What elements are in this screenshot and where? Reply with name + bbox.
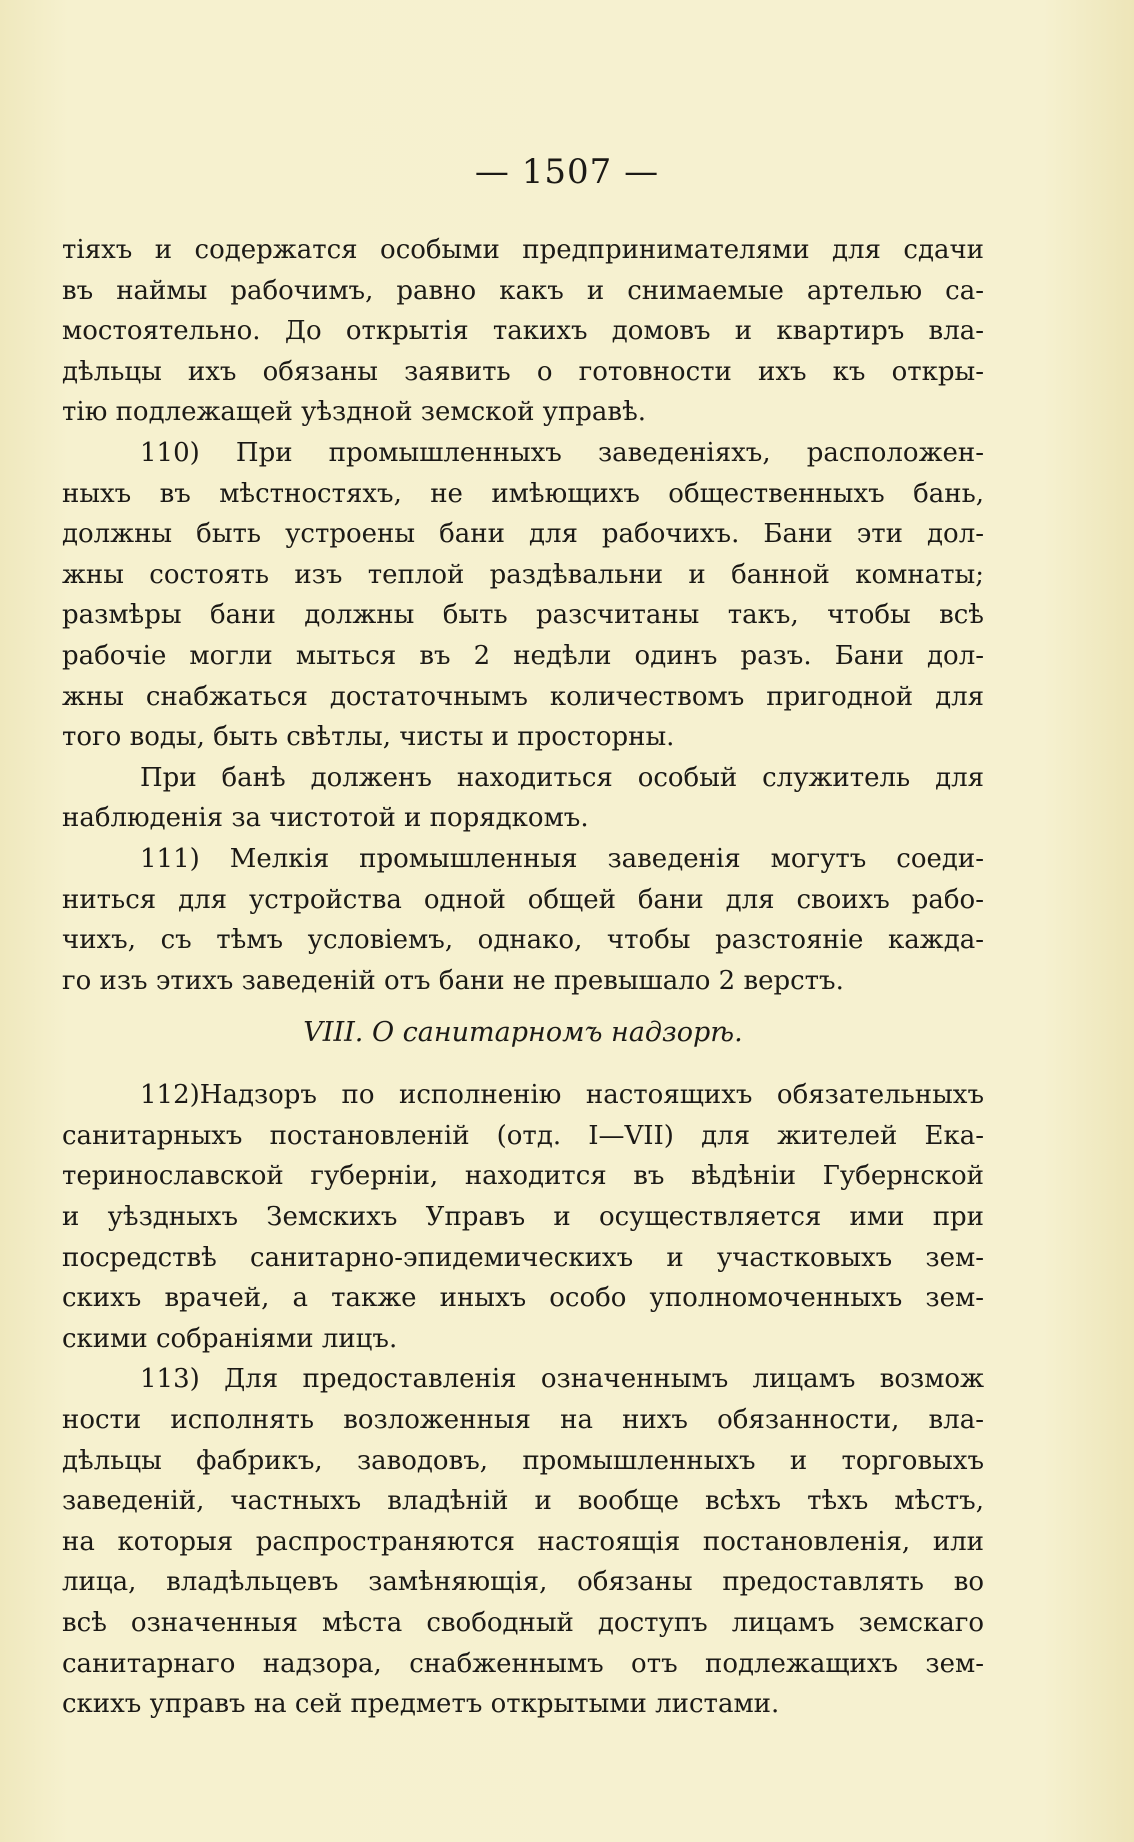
text-line: того воды, быть свѣтлы, чисты и просторны. xyxy=(62,722,675,753)
text-line: ныхъ въ мѣстностяхъ, не имѣющихъ общественныхъ бань, xyxy=(62,478,984,509)
text-line: го изъ этихъ заведеній отъ бани не превышало 2 верстъ. xyxy=(62,965,844,996)
paragraph xyxy=(62,839,984,1001)
text-line: скихъ управъ на сей предметъ открытыми листами. xyxy=(62,1689,780,1720)
paragraph xyxy=(62,433,984,758)
text-line: теринославской губерніи, находится въ вѣдѣніи Губернской xyxy=(62,1161,984,1192)
text-line: 112)Надзоръ по исполненію настоящихъ обязательныхъ xyxy=(140,1080,984,1111)
text-line: и уѣздныхъ Земскихъ Управъ и осуществляется ими при xyxy=(62,1202,984,1233)
text-line: заведеній, частныхъ владѣній и вообще всѣхъ тѣхъ мѣстъ, xyxy=(62,1486,984,1517)
text-line: ности исполнять возложенныя на нихъ обязанности, вла- xyxy=(62,1405,984,1436)
paragraph xyxy=(62,1359,984,1724)
text-line: въ наймы рабочимъ, равно какъ и снимаемые артелью са- xyxy=(62,275,984,306)
text-line: рабочіе могли мыться въ 2 недѣли одинъ разъ. Бани дол- xyxy=(62,640,984,671)
text-line: на которыя распространяются настоящія постановленія, или xyxy=(62,1526,984,1557)
text-line: мостоятельно. До открытія такихъ домовъ и квартиръ вла- xyxy=(62,316,984,347)
text-line: ниться для устройства одной общей бани для своихъ рабо- xyxy=(62,884,984,915)
text-line: наблюденія за чистотой и порядкомъ. xyxy=(62,803,589,834)
text-line: тіяхъ и содержатся особыми предпринимателями для сдачи xyxy=(62,235,984,265)
section-heading: VIII. О санитарномъ надзорѣ. xyxy=(303,1017,743,1049)
text-line: чихъ, съ тѣмъ условіемъ, однако, чтобы разстояніе кажда- xyxy=(62,925,984,956)
text-line: размѣры бани должны быть разсчитаны такъ, чтобы всѣ xyxy=(62,600,984,631)
text-line: 111) Мелкія промышленныя заведенія могутъ соеди- xyxy=(140,843,984,874)
text-line: должны быть устроены бани для рабочихъ. Бани эти дол- xyxy=(62,519,984,550)
text-line: 110) При промышленныхъ заведеніяхъ, расположен- xyxy=(140,437,984,468)
text-line: санитарныхъ постановленій (отд. I—VII) для жителей Ека- xyxy=(62,1120,984,1151)
text-line: скими собраніями лицъ. xyxy=(62,1323,398,1354)
text-line: посредствѣ санитарно-эпидемическихъ и участковыхъ зем- xyxy=(62,1242,984,1273)
main-text xyxy=(62,230,984,1725)
text-line: дѣльцы фабрикъ, заводовъ, промышленныхъ и торговыхъ xyxy=(62,1445,984,1476)
text-line: При банѣ долженъ находиться особый служитель для xyxy=(140,762,984,793)
page-number: — 1507 — xyxy=(474,152,660,192)
text-line: жны снабжаться достаточнымъ количествомъ пригодной для xyxy=(62,681,984,712)
text-line: лица, владѣльцевъ замѣняющія, обязаны предоставлять во xyxy=(62,1567,984,1598)
paragraphs-after-heading xyxy=(62,1075,984,1725)
paragraphs-before-heading xyxy=(62,230,984,1001)
paragraph xyxy=(62,230,984,433)
text-line: санитарнаго надзора, снабженнымъ отъ подлежащихъ зем- xyxy=(62,1648,984,1679)
text-line: тію подлежащей уѣздной земской управѣ. xyxy=(62,397,647,428)
paragraph xyxy=(62,758,984,839)
text-line: жны состоять изъ теплой раздѣвальни и банной комнаты; xyxy=(62,559,984,590)
paragraph xyxy=(62,1075,984,1359)
text-line: всѣ означенныя мѣста свободный доступъ лицамъ земскаго xyxy=(62,1608,984,1638)
text-line: скихъ врачей, а также иныхъ особо уполномоченныхъ зем- xyxy=(62,1283,984,1314)
text-line: дѣльцы ихъ обязаны заявить о готовности ихъ къ откры- xyxy=(62,356,984,387)
text-line: 113) Для предоставленія означеннымъ лицамъ возмож xyxy=(140,1364,984,1395)
